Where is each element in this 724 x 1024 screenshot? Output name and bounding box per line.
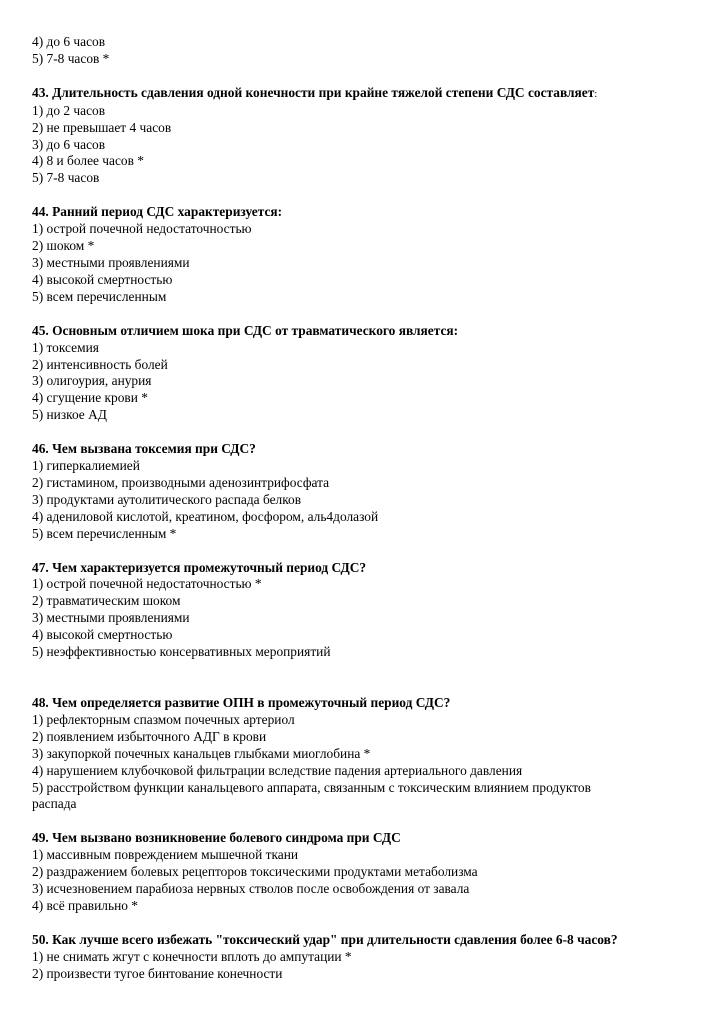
question-44 [32, 204, 702, 305]
answer-line: 2) раздражением болевых рецепторов токсическими продуктами метаболизма [32, 864, 478, 880]
answer-line: 1) массивным повреждением мышечной ткани [32, 847, 299, 863]
answer-line: 5) 7-8 часов * [32, 50, 110, 66]
answer-line: 3) местными проявлениями [32, 254, 190, 270]
answer-line: 2) травматическим шоком [32, 593, 181, 609]
question-title: 45. Основным отличием шока при СДС от травматического является: [32, 322, 459, 338]
question-47 [32, 560, 702, 661]
answer-line: 5) низкое АД [32, 407, 107, 423]
answer-line: распада [32, 796, 77, 812]
answer-line: 1) острой почечной недостаточностью * [32, 576, 262, 592]
answer-line: 3) местными проявлениями [32, 610, 190, 626]
answer-line: 2) не превышает 4 часов [32, 119, 172, 135]
answer-line: 1) рефлекторным спазмом почечных артериол [32, 711, 295, 727]
answer-line: 5) всем перечисленным [32, 288, 167, 304]
answer-line: 1) не снимать жгут с конечности вплоть до ампутации * [32, 948, 352, 964]
answer-line: 4) нарушением клубочковой фильтрации вследствие падения артериального давления [32, 762, 523, 778]
answer-line: 4) высокой смертностью [32, 627, 173, 643]
answer-line: 5) всем перечисленным * [32, 525, 177, 541]
answer-line: 3) олигоурия, анурия [32, 373, 152, 389]
answer-line: 2) появлением избыточного АДГ в крови [32, 728, 267, 744]
answer-line: 2) произвести тугое бинтование конечности [32, 965, 283, 981]
answer-line: 5) неэффективностью консервативных мероприятий [32, 644, 331, 660]
question-43 [32, 85, 702, 187]
question-46 [32, 441, 702, 542]
answer-line: 2) шоком * [32, 238, 95, 254]
question-48 [32, 695, 702, 813]
answer-line: 2) гистамином, производными аденозинтрифосфата [32, 474, 330, 490]
answer-line: 4) всё правильно * [32, 897, 138, 913]
answer-line: 1) до 2 часов [32, 102, 106, 118]
question-45 [32, 323, 702, 424]
continued-answers [32, 34, 702, 68]
question-50 [32, 932, 702, 983]
answer-line: 2) интенсивность болей [32, 356, 168, 372]
question-title: 43. Длительность сдавления одной конечности при крайне тяжелой степени СДС составляет: [32, 84, 598, 100]
answer-line: 1) острой почечной недостаточностью [32, 221, 252, 237]
answer-line: 1) токсемия [32, 339, 99, 355]
answer-line: 4) сгущение крови * [32, 390, 148, 406]
document-page [32, 34, 702, 983]
question-title: 49. Чем вызвано возникновение болевого синдрома при СДС [32, 830, 401, 846]
question-49 [32, 830, 702, 915]
question-title: 47. Чем характеризуется промежуточный период СДС? [32, 559, 367, 575]
answer-line: 4) высокой смертностью [32, 271, 173, 287]
answer-line: 1) гиперкалиемией [32, 458, 140, 474]
answer-line: 3) исчезновением парабиоза нервных стволов после освобождения от завала [32, 881, 470, 897]
answer-line: 3) продуктами аутолитического распада белков [32, 491, 302, 507]
question-title: 48. Чем определяется развитие ОПН в промежуточный период СДС? [32, 695, 451, 710]
answer-line: 5) расстройством функции канальцевого аппарата, связанным с токсическим влиянием продуктов [32, 779, 591, 795]
answer-line: 4) адениловой кислотой, креатином, фосфором, аль4долазой [32, 508, 379, 524]
question-title: 50. Как лучше всего избежать "токсический удар" при длительности сдавления более 6-8 часов? [32, 931, 618, 947]
answer-line: 5) 7-8 часов [32, 170, 100, 186]
question-title: 46. Чем вызвана токсемия при СДС? [32, 441, 256, 457]
answer-line: 4) до 6 часов [32, 34, 106, 49]
answer-line: 3) закупоркой почечных канальцев глыбками миоглобина * [32, 745, 371, 761]
answer-line: 3) до 6 часов [32, 136, 106, 152]
question-title: 44. Ранний период СДС характеризуется: [32, 204, 283, 220]
answer-line: 4) 8 и более часов * [32, 153, 144, 169]
